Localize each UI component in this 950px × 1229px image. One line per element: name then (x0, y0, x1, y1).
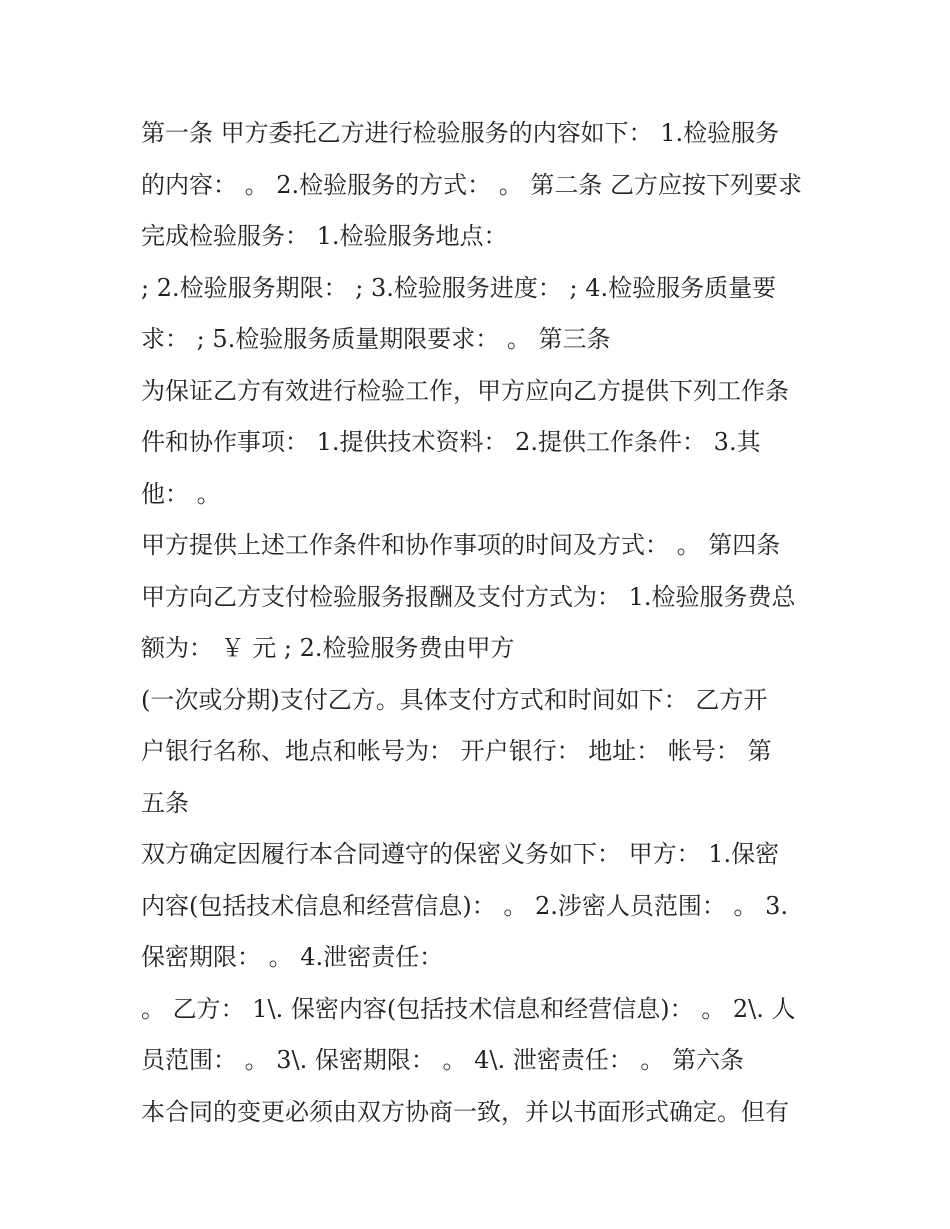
text-line: 他： 。 (141, 479, 221, 508)
text-line: 求： ; 5.检验服务质量期限要求： 。 第三条 (141, 325, 611, 353)
text-line: 的内容： 。 2.检验服务的方式： 。 第二条 乙方应按下列要求 (141, 170, 803, 199)
text-line: 内容(包括技术信息和经营信息)： 。 2.涉密人员范围： 。 3. (141, 891, 789, 920)
text-line: 保密期限： 。 4.泄密责任： (141, 943, 444, 971)
text-line: 甲方向乙方支付检验服务报酬及支付方式为： 1.检验服务费总 (141, 582, 796, 611)
text-line: 完成检验服务： 1.检验服务地点： (141, 222, 508, 250)
text-line: 本合同的变更必须由双方协商一致，并以书面形式确定。但有 (141, 1097, 789, 1126)
text-line: 户银行名称、地点和帐号为： 开户银行： 地址： 帐号： 第 (141, 737, 772, 765)
contract-text (141, 108, 821, 1138)
text-line: 五条 (141, 788, 189, 817)
text-line: 第一条 甲方委托乙方进行检验服务的内容如下： 1.检验服务 (141, 119, 780, 147)
text-line: 额为： ￥ 元 ; 2.检验服务费由甲方 (141, 634, 515, 662)
text-line: ; 2.检验服务期限： ; 3.检验服务进度： ; 4.检验服务质量要 (141, 273, 777, 302)
text-line: 双方确定因履行本合同遵守的保密义务如下： 甲方： 1.保密 (141, 840, 780, 868)
text-line: 件和协作事项： 1.提供技术资料： 2.提供工作条件： 3.其 (141, 428, 761, 456)
text-line: 。 乙方： 1\. 保密内容(包括技术信息和经营信息)： 。 2\. 人 (141, 994, 796, 1023)
text-line: 甲方提供上述工作条件和协作事项的时间及方式： 。 第四条 (141, 531, 781, 559)
text-line: (一次或分期)支付乙方。具体支付方式和时间如下： 乙方开 (141, 685, 768, 714)
text-line: 为保证乙方有效进行检验工作，甲方应向乙方提供下列工作条 (141, 376, 789, 405)
text-line: 员范围： 。 3\. 保密期限： 。 4\. 泄密责任： 。 第六条 (141, 1046, 744, 1074)
